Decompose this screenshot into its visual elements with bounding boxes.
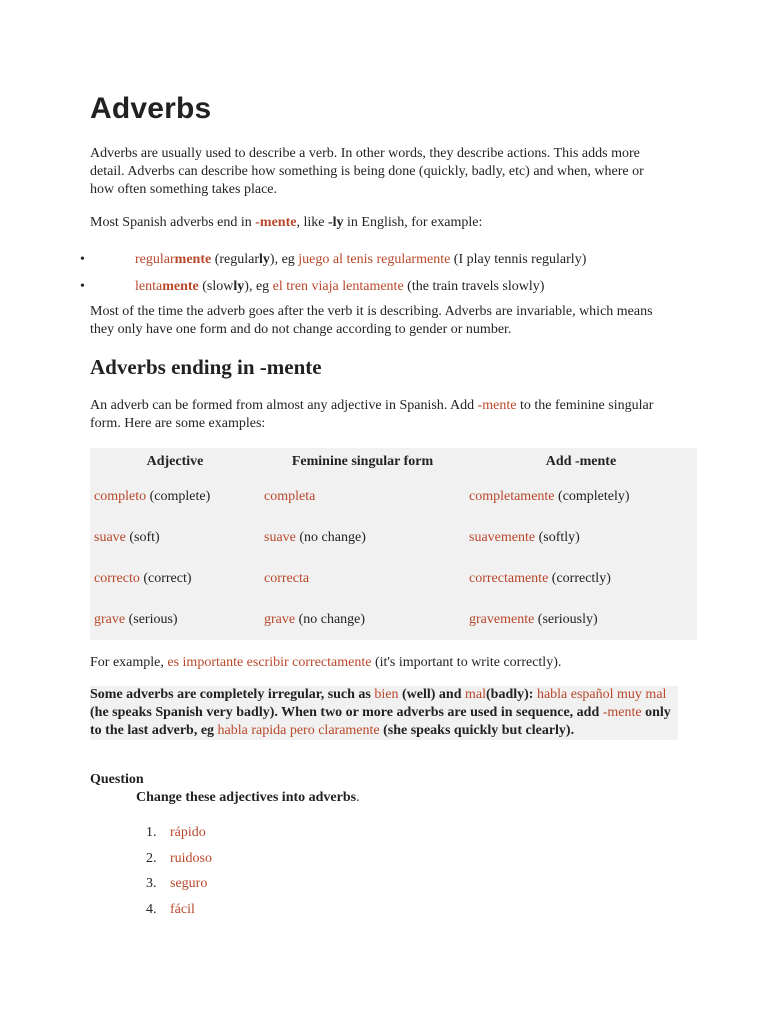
table-cell — [260, 517, 465, 558]
suffix-highlight: -mente — [602, 705, 642, 720]
list-item — [90, 873, 212, 899]
table-cell — [90, 476, 260, 517]
translation: (the train travels slowly) — [403, 279, 545, 294]
item-number: 2. — [146, 850, 157, 866]
translation: (serious) — [125, 611, 178, 627]
translation: (correct) — [139, 570, 192, 586]
translation: (completely) — [554, 488, 630, 504]
adverb: correctamente — [469, 570, 549, 586]
table-row — [90, 517, 697, 558]
adjective: rápido — [170, 825, 206, 840]
translation: (softly) — [535, 529, 580, 545]
stem: regular — [135, 252, 175, 267]
example-list — [80, 250, 690, 304]
question-instruction — [136, 789, 360, 807]
text: For example, — [90, 655, 168, 670]
ly-highlight: -ly — [327, 215, 344, 230]
translation: (it's important to write correctly). — [371, 655, 562, 670]
note: (no change) — [295, 611, 366, 627]
list-item — [90, 899, 212, 925]
text: An adverb can be formed from almost any adjective in Spanish. Add — [90, 398, 478, 413]
feminine-form: correcta — [264, 570, 310, 586]
table-cell — [260, 599, 465, 640]
translation: (seriously) — [534, 611, 598, 627]
text: in English, for example: — [343, 215, 483, 230]
example-word: bien — [374, 687, 399, 702]
note: (no change) — [295, 529, 366, 545]
example-word: mal — [465, 687, 486, 702]
feminine-form: completa — [264, 488, 316, 504]
adverb: completamente — [469, 488, 555, 504]
table-cell — [465, 558, 697, 599]
column-header: Feminine singular form — [291, 454, 434, 469]
translation: (soft) — [125, 529, 160, 545]
for-example-paragraph — [90, 654, 690, 672]
irregular-adverbs-note — [90, 686, 678, 740]
column-header: Adjective — [146, 454, 204, 469]
page-title: Adverbs — [90, 92, 212, 125]
stem: lenta — [135, 279, 163, 294]
bullet-icon: • — [80, 252, 85, 267]
feminine-form: grave — [264, 611, 296, 627]
text: (badly): — [486, 687, 537, 702]
text: Most Spanish adverbs end in — [90, 215, 256, 230]
list-item — [80, 250, 690, 277]
table-cell — [90, 599, 260, 640]
list-item — [90, 822, 212, 848]
table-cell — [465, 517, 697, 558]
table-cell — [90, 558, 260, 599]
adjective: suave — [94, 529, 126, 545]
adjective: completo — [94, 488, 147, 504]
text: Some adverbs are completely irregular, such as — [90, 687, 375, 702]
adjective: correcto — [94, 570, 140, 586]
gloss: ), eg — [269, 252, 299, 267]
translation: (I play tennis regularly) — [450, 252, 587, 267]
question-title: Question — [90, 772, 144, 787]
suffix-highlight: -mente — [255, 215, 297, 230]
gloss: ), eg — [244, 279, 273, 294]
list-item — [80, 277, 690, 304]
table-row — [90, 476, 697, 517]
adjective: fácil — [170, 901, 195, 917]
text: (well) and — [398, 687, 465, 702]
table-row — [90, 599, 697, 640]
suffix: mente — [162, 279, 199, 294]
gloss: (regular — [211, 252, 260, 267]
text: Change these adjectives into adverbs — [136, 790, 357, 805]
table-header-row — [90, 448, 697, 476]
adjective: seguro — [170, 876, 208, 891]
gloss-ly: ly — [233, 279, 245, 294]
most-spanish-paragraph — [90, 214, 670, 232]
item-number: 4. — [146, 901, 157, 917]
example-sentence: habla español muy mal — [536, 687, 667, 702]
section-heading: Adverbs ending in -mente — [90, 355, 322, 379]
table-cell — [465, 599, 697, 640]
text: to the feminine singular form. Here are some examples: — [90, 398, 654, 431]
adjective: grave — [94, 611, 126, 627]
bullet-icon: • — [80, 279, 85, 294]
adjective: ruidoso — [170, 850, 212, 866]
text: (she speaks quickly but clearly). — [379, 723, 575, 738]
gloss: (slow — [198, 279, 234, 294]
example-sentence: el tren viaja lentamente — [272, 279, 404, 294]
adverb: suavemente — [469, 529, 536, 545]
text: (he speaks Spanish very badly). When two or more adverbs are used in sequence, add — [90, 705, 603, 720]
table-cell — [260, 558, 465, 599]
table-cell — [260, 476, 465, 517]
text: . — [356, 790, 360, 805]
item-number: 1. — [146, 825, 157, 840]
example-sentence: habla rapida pero claramente — [217, 723, 380, 738]
gloss-ly: ly — [259, 252, 270, 267]
suffix-highlight: -mente — [477, 398, 517, 413]
example-sentence: es importante escribir correctamente — [167, 655, 372, 670]
text: only to the last adverb, eg — [90, 705, 671, 738]
adverb: gravemente — [469, 611, 535, 627]
translation: (complete) — [146, 488, 211, 504]
column-header: Add -mente — [545, 454, 617, 469]
question-list — [90, 822, 212, 924]
position-paragraph: Most of the time the adverb goes after the verb it is describing. Adverbs are invariable, which means they only have one form and do not change according to gender or number. — [90, 304, 653, 337]
adverb-table — [90, 448, 697, 640]
translation: (correctly) — [548, 570, 611, 586]
example-sentence: juego al tenis regularmente — [298, 252, 451, 267]
formation-paragraph — [90, 397, 670, 433]
list-item — [90, 848, 212, 874]
table-row — [90, 558, 697, 599]
intro-paragraph: Adverbs are usually used to describe a verb. In other words, they describe actions. This adds more detail. Adverbs can describe how something is being done (quickly, badly, etc) and when, where or how often something takes place. — [90, 146, 644, 197]
suffix: mente — [174, 252, 212, 267]
text: , like — [296, 215, 328, 230]
table-cell — [90, 517, 260, 558]
item-number: 3. — [146, 876, 157, 891]
table-cell — [465, 476, 697, 517]
feminine-form: suave — [264, 529, 296, 545]
